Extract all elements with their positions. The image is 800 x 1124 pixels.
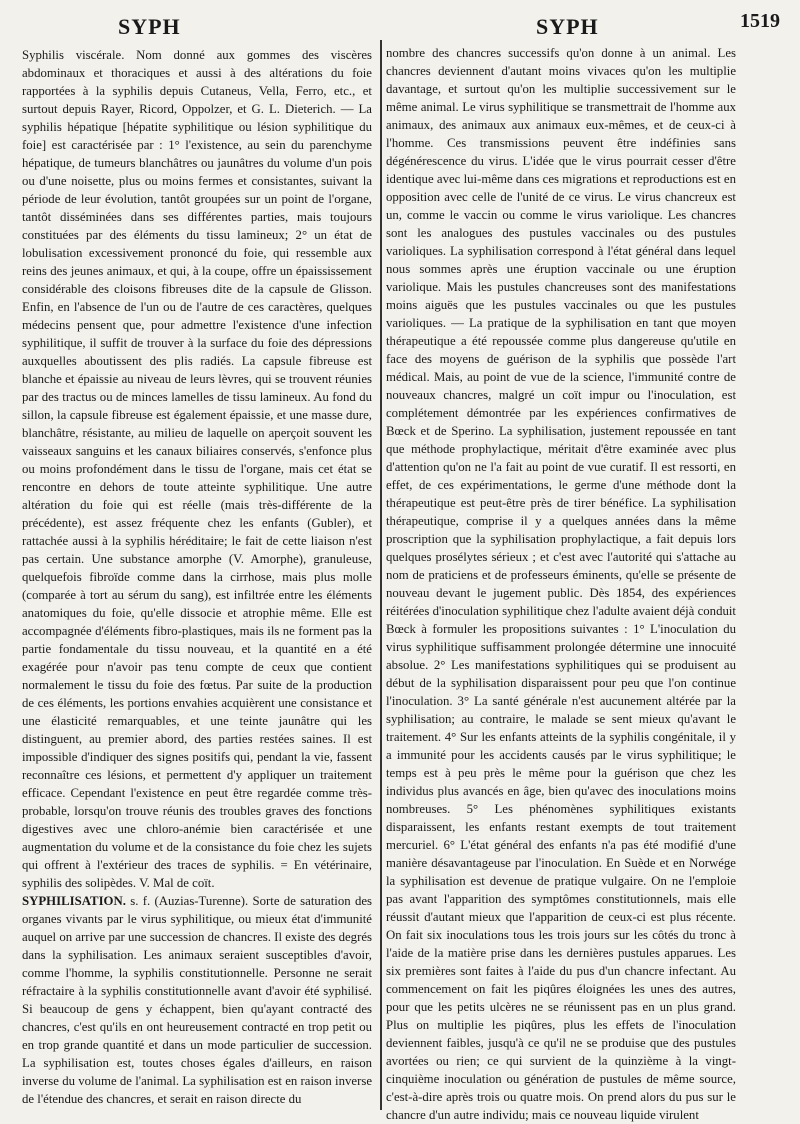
column-divider — [380, 40, 382, 1110]
entry-syphilisation — [22, 892, 372, 1108]
entry-title-syphilisation: SYPHILISATION. — [22, 894, 126, 908]
header-center-word: SYPH — [536, 14, 599, 39]
left-column — [22, 46, 372, 1108]
entry-syphilis-viscerale: Syphilis viscérale. Nom donné aux gommes des viscères abdominaux et thoraciques et aussi à des altérations du foie rapportées à la syphilis depuis Cutaneus, Vella, Ferro, etc., et surtout depuis Rayer, Ricord, Oppolzer, et G. L. Dieterich. — La syphilis hépatique [hépatite syphilitique ou lésion syphilitique du foie] est caractérisée par : 1° l'existence, au sein du parenchyme hépatique, de tumeurs blanchâtres ou jaunâtres du volume d'un pois ou d'une noisette, plus ou moins fermes et consistantes, suivant la période de leur évolution, tantôt groupées sur un point de l'organe, tantôt disséminées dans ses différentes parties, mais toujours constituées par des éléments du tissu lamineux; 2° un état de lobulisation excessivement prononcé du foie, qui ressemble aux reins des jeunes animaux, et qui, à la coupe, offre un épaississement considérable des cloisons fibreuses dite de la capsule de Glisson. Enfin, en l'absence de l'un ou de l'autre de ces caractères, quelques médecins pensent que, pour admettre l'existence d'une infection syphilitique, il suffit de trouver à la surface du foie des dépressions auxquelles aboutissent des plis radiés. La capsule fibreuse est blanche et épaissie au niveau de leurs lèvres, qui se trouvent réunies par des tractus ou de minces lamelles de tissu lamineux. Au fond du sillon, la capsule fibreuse est également épaissie, et une masse dure, blanchâtre, résistante, au milieu de laquelle on aperçoit souvent les vaisseaux sanguins et les canaux biliaires conservés, s'enfonce plus ou moins profondément dans le tissu de l'organe, mais cet état se rencontre en dehors de toute atteinte syphilitique. Une autre altération du foie qui est réelle (mais très-différente de la précédente), est assez fréquente chez les enfants (Gubler), et rattachée aussi à la syphilis héréditaire; le fait de cette liaison n'est pas certain. Une substance amorphe (V. Amorphe), granuleuse, quelquefois fibroïde comme dans la cirrhose, mais plus molle (comparée à tort au sérum du sang), est infiltrée entre les éléments anatomiques du foie, qu'elle dissocie et atrophie même. Elle est accompagnée d'éléments fibro-plastiques, mais ils ne forment pas la partie fondamentale du tissu nouveau, et la quantité en a été exagérée pour n'avoir pas tenu compte de ceux que contient normalement le tissu du foie des fœtus. Par suite de la production de ces éléments, les portions envahies acquièrent une consistance et une élasticité remarquables, et une teinte jaunâtre qui les distinguent, au premier abord, des parties restées saines. Il est impossible d'indiquer des signes positifs qui, pendant la vie, fassent reconnaître ces lésions, et permettent d'y appliquer un traitement efficace. Cependant l'existence en peut être regardée comme très-probable, lorsqu'on trouve réunis des troubles graves des fonctions digestives avec une chloro-anémie bien caractérisée et une augmentation du volume et de la consistance du foie chez les sujets qui offrent à l'extérieur des traces de syphilis. = En vétérinaire, syphilis des solipèdes. V. Mal de coït. — [22, 48, 372, 890]
page-number: 1519 — [740, 10, 780, 32]
entry-syphilisation-continued: nombre des chancres successifs qu'on donne à un animal. Les chancres deviennent d'autant moins vivaces qu'on les multiplie davantage, et surtout qu'on les multiplie successivement sur le même animal. Le virus syphilitique se transmettrait de l'homme aux animaux, des animaux aux animaux eux-mêmes, et de ceux-ci à l'homme. Ces transmissions peuvent être indéfinies sans dégénérescence du virus. L'idée que le virus pourrait cesser d'être identique avec lui-même dans ces migrations et reproductions est en opposition avec celle de l'unité de ce virus. Le virus chancreux est un, comme le vaccin ou comme le virus variolique. Les chancres sont les analogues des pustules vaccinales ou des pustules varioliques. La syphilisation correspond à l'état général dans lequel nous sommes après une éruption vaccinale ou une éruption variolique. Mais les pustules chancreuses sont des manifestations moins aiguës que les pustules vaccinales ou que les pustules varioliques. — La pratique de la syphilisation en tant que moyen thérapeutique a été repoussée comme plus dangereuse qu'utile en face des moyens de guérison de la syphilis que possède l'art médical. Mais, au point de vue de la science, l'immunité contre de nouveaux chancres, malgré un coït impur ou l'inoculation, est complétement démontrée par les expériences confirmatives de Bœck et de Sperino. La syphilisation, justement repoussée en tant que méthode prophylactique, méritait d'être examinée avec plus d'attention qu'on ne l'a fait au point de vue curatif. Il est ressorti, en effet, de ces expérimentations, le germe d'une méthode dont la thérapeutique est peut-être près de tirer bénéfice. La syphilisation thérapeutique, comprise il y a quelques années dans la même proscription que la syphilisation prophylactique, a fait depuis lors quelques prosélytes sérieux ; et c'est avec l'autorité qui s'attache au nom de praticiens et de professeurs éminents, qu'elle se présente de nouveau devant le jugement public. Dès 1854, des expériences réitérées d'inoculation syphilitique chez l'adulte avaient déjà conduit Bœck à formuler les propositions suivantes : 1° L'inoculation du virus syphilitique suffisamment prolongée détermine une innocuité absolue. 2° Les manifestations syphilitiques qui se produisent au début de la syphilisation disparaissent pour peu que l'on continue l'inoculation. 3° La santé générale n'est aucunement altérée par la syphilisation; au contraire, le malade se sent mieux qu'avant le traitement. 4° Sur les enfants atteints de la syphilis congénitale, il y a immunité pour les accidents causés par le virus syphilitique; le temps est à peu près le même pour la guérison que chez les individus plus avancés en âge, bien qu'avec des inoculations moins nombreuses. 5° Les phénomènes syphilitiques existants disparaissent, les enfants restant exempts de tout traitement mercuriel. 6° L'état général des enfants n'a pas été modifié d'une manière désavantageuse par l'inoculation. En Suède et en Norwége la syphilisation est devenue de pratique vulgaire. On ne l'emploie pas avant l'apparition des symptômes constitutionnels, mais elle réussit d'autant mieux que l'apparition de ceux-ci est plus récente. On fait six inoculations tous les trois jours sur les côtés du tronc à l'aide de la matière prise dans les dernières pustules apparues. Les six premières sont faites à l'aide du pus d'un chancre infectant. Au commencement on fait les piqûres éloignées les unes des autres, pour que les petits ulcères ne se réunissent pas en un plus grand. Plus on multiplie les piqûres, plus les effets de l'inoculation deviennent faibles, jusqu'à ce qu'il ne se produise que des pustules avortées ou rien; ce qui survient de la quinzième à la vingt-cinquième inoculation ou génération de pustules de même source, c'est-à-dire après trois ou quatre mois. On prend alors du pus sur le chancre d'un autre individu; mais ce nouveau liquide virulent — [386, 46, 736, 1122]
running-header — [0, 8, 800, 48]
entry-syphilisation-body: s. f. (Auzias-Turenne). Sorte de saturation des organes vivants par le virus syphilitique, ou mieux état d'immunité auquel on arrive par une succession de chancres. Il existe des degrés dans la syphilisation. Les animaux seraient susceptibles d'avoir, comme l'homme, la syphilis constitutionnelle. Personne ne serait réfractaire à la syphilis constitutionnelle avant d'avoir été syphilisé. Si beaucoup de gens y échappent, bien qu'ayant contracté des chancres, c'est qu'ils en ont heureusement contracté en trop petit ou en trop grande quantité et dans un mode particulier de succession. La syphilisation est, toutes choses égales d'ailleurs, en raison inverse du volume de l'animal. La syphilisation est en raison inverse de l'étendue des chancres, et serait en raison directe du — [22, 894, 373, 1106]
right-column — [386, 44, 736, 1124]
header-left-word: SYPH — [118, 14, 181, 39]
